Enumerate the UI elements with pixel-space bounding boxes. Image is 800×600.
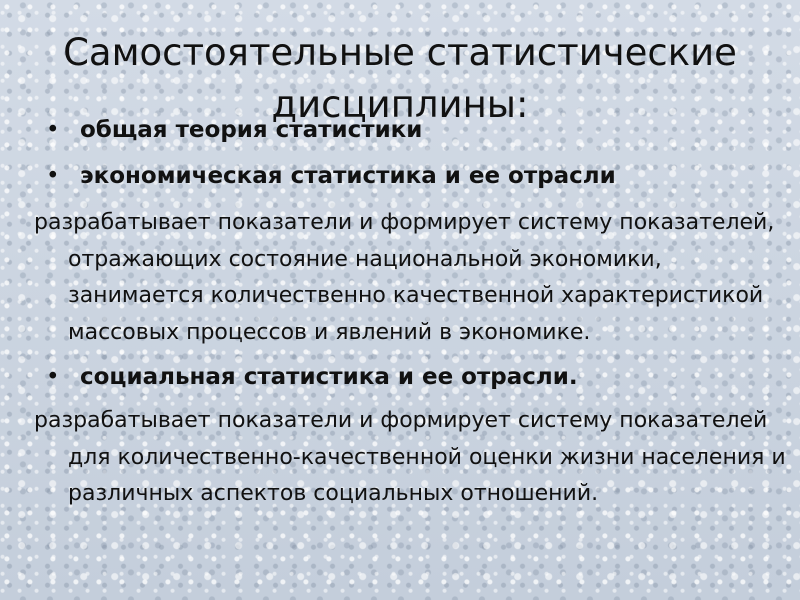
bullet-item-economic-statistics (34, 160, 794, 192)
bullet-icon: • (46, 117, 60, 143)
bullet-icon: • (46, 364, 60, 390)
description-social: разрабатывает показатели и формирует систему показателей для количественно-качественной оценки жизни населения и различных аспектов социальных отношений. (34, 408, 786, 506)
bullet-item-social-statistics (34, 361, 794, 393)
slide-title: Самостоятельные статистические дисциплины: (63, 30, 737, 126)
bullet-item-general-theory (34, 114, 794, 146)
bullet-text: общая теория статистики (80, 117, 423, 143)
description-economic: разрабатывает показатели и формирует систему показателей, отражающих состояние национальной экономики, занимается количественно качественной характеристикой массовых процессов и явлений в экономике. (34, 210, 775, 345)
bullet-text: социальная статистика и ее отрасли. (80, 364, 578, 390)
slide-content (34, 114, 794, 513)
bullet-icon: • (46, 163, 60, 189)
bullet-text: экономическая статистика и ее отрасли (80, 163, 616, 189)
